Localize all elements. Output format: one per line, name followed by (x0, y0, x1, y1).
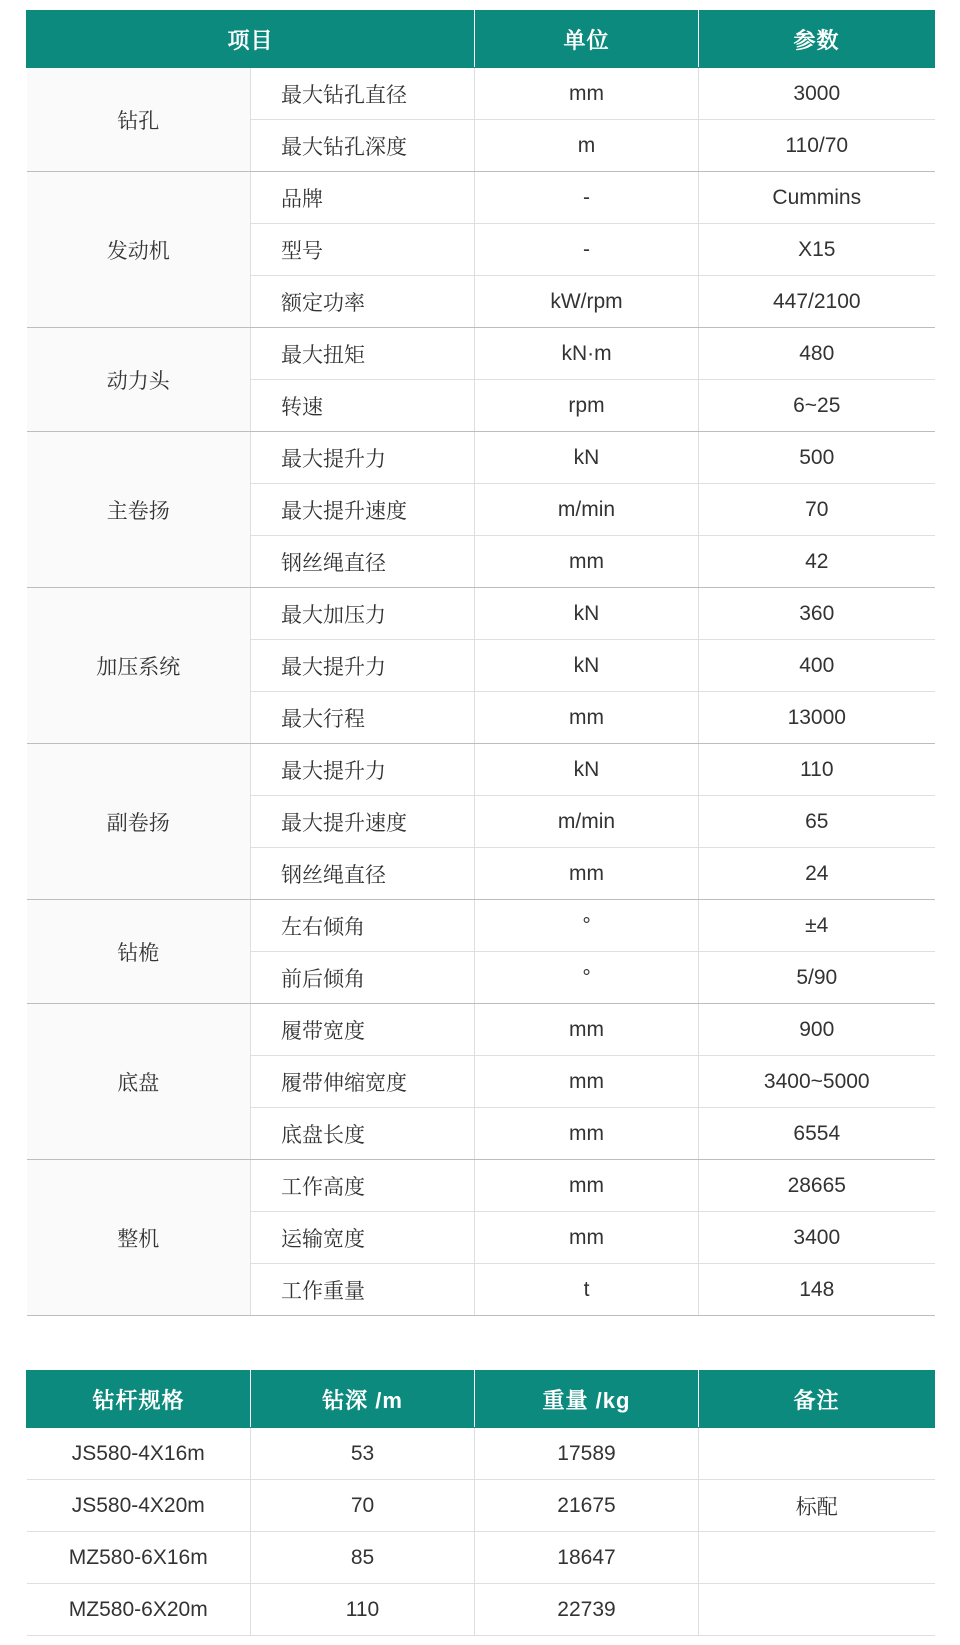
table-row (27, 432, 935, 484)
spec-item-label: 额定功率 (251, 276, 475, 328)
spec-unit-value: ° (475, 900, 699, 952)
spec-item-label: 最大钻孔深度 (251, 120, 475, 172)
spec-unit-value: rpm (475, 380, 699, 432)
rod-depth-value: 70 (251, 1480, 475, 1532)
spec-parameter-value: 28665 (699, 1160, 935, 1212)
table-row (27, 68, 935, 120)
spec-parameter-value: 13000 (699, 692, 935, 744)
spec-sheet-page (0, 10, 960, 1636)
rod-weight-value: 17589 (475, 1428, 699, 1480)
table-row (27, 744, 935, 796)
spec-unit-value: mm (475, 536, 699, 588)
spec-parameter-value: 360 (699, 588, 935, 640)
drill-rod-table-body (27, 1428, 935, 1636)
group-label: 发动机 (27, 172, 251, 328)
group-label: 整机 (27, 1160, 251, 1316)
rod-note-value (699, 1532, 935, 1584)
column-header-unit: 单位 (475, 11, 699, 68)
spec-parameter-value: 900 (699, 1004, 935, 1056)
table-row (27, 1480, 935, 1532)
spec-unit-value: - (475, 224, 699, 276)
table-row (27, 1584, 935, 1636)
group-label: 钻桅 (27, 900, 251, 1004)
spec-item-label: 前后倾角 (251, 952, 475, 1004)
rod-note-value (699, 1428, 935, 1480)
table-row (27, 1004, 935, 1056)
column-header-rod-weight: 重量 /kg (475, 1371, 699, 1428)
table-row (27, 1428, 935, 1480)
table-spacer (0, 1316, 960, 1370)
spec-unit-value: t (475, 1264, 699, 1316)
spec-unit-value: mm (475, 1004, 699, 1056)
rod-spec-value: JS580-4X20m (27, 1480, 251, 1532)
rod-spec-value: JS580-4X16m (27, 1428, 251, 1480)
spec-unit-value: mm (475, 68, 699, 120)
spec-parameter-value: 42 (699, 536, 935, 588)
rod-spec-value: MZ580-6X20m (27, 1584, 251, 1636)
rod-weight-value: 18647 (475, 1532, 699, 1584)
spec-item-label: 型号 (251, 224, 475, 276)
spec-parameter-value: Cummins (699, 172, 935, 224)
spec-item-label: 履带宽度 (251, 1004, 475, 1056)
spec-parameter-value: 110/70 (699, 120, 935, 172)
spec-unit-value: kN (475, 588, 699, 640)
spec-item-label: 最大行程 (251, 692, 475, 744)
group-label: 钻孔 (27, 68, 251, 172)
spec-item-label: 钢丝绳直径 (251, 848, 475, 900)
spec-unit-value: kN (475, 640, 699, 692)
group-label: 底盘 (27, 1004, 251, 1160)
table-header-row (27, 11, 935, 68)
spec-item-label: 底盘长度 (251, 1108, 475, 1160)
table-row (27, 1160, 935, 1212)
rod-note-value (699, 1584, 935, 1636)
spec-item-label: 最大提升力 (251, 640, 475, 692)
spec-item-label: 最大提升力 (251, 744, 475, 796)
spec-item-label: 最大提升速度 (251, 484, 475, 536)
spec-unit-value: m (475, 120, 699, 172)
spec-unit-value: kW/rpm (475, 276, 699, 328)
spec-parameter-value: 5/90 (699, 952, 935, 1004)
spec-item-label: 工作重量 (251, 1264, 475, 1316)
spec-parameter-value: 447/2100 (699, 276, 935, 328)
spec-unit-value: m/min (475, 484, 699, 536)
table-header-row (27, 1371, 935, 1428)
group-label: 主卷扬 (27, 432, 251, 588)
spec-parameter-value: 110 (699, 744, 935, 796)
spec-item-label: 最大扭矩 (251, 328, 475, 380)
spec-parameter-value: 65 (699, 796, 935, 848)
spec-item-label: 工作高度 (251, 1160, 475, 1212)
spec-parameter-value: 70 (699, 484, 935, 536)
spec-parameter-value: 24 (699, 848, 935, 900)
table-row (27, 1532, 935, 1584)
column-header-item: 项目 (27, 11, 475, 68)
spec-parameter-value: 148 (699, 1264, 935, 1316)
spec-item-label: 运输宽度 (251, 1212, 475, 1264)
group-label: 动力头 (27, 328, 251, 432)
spec-unit-value: mm (475, 1160, 699, 1212)
column-header-rod-note: 备注 (699, 1371, 935, 1428)
table-row (27, 172, 935, 224)
spec-item-label: 最大提升力 (251, 432, 475, 484)
spec-unit-value: mm (475, 848, 699, 900)
spec-item-label: 品牌 (251, 172, 475, 224)
rod-weight-value: 21675 (475, 1480, 699, 1532)
rod-weight-value: 22739 (475, 1584, 699, 1636)
spec-unit-value: mm (475, 1108, 699, 1160)
spec-parameter-value: 3000 (699, 68, 935, 120)
spec-unit-value: mm (475, 692, 699, 744)
specifications-table-body (27, 68, 935, 1316)
spec-unit-value: mm (475, 1056, 699, 1108)
specifications-table-head (27, 11, 935, 68)
group-label: 副卷扬 (27, 744, 251, 900)
spec-item-label: 履带伸缩宽度 (251, 1056, 475, 1108)
spec-item-label: 最大提升速度 (251, 796, 475, 848)
spec-parameter-value: 500 (699, 432, 935, 484)
spec-parameter-value: 3400~5000 (699, 1056, 935, 1108)
table-row (27, 900, 935, 952)
spec-parameter-value: 6554 (699, 1108, 935, 1160)
spec-unit-value: kN (475, 432, 699, 484)
column-header-value: 参数 (699, 11, 935, 68)
group-label: 加压系统 (27, 588, 251, 744)
drill-rod-table-head (27, 1371, 935, 1428)
spec-unit-value: kN·m (475, 328, 699, 380)
table-row (27, 588, 935, 640)
spec-parameter-value: 400 (699, 640, 935, 692)
rod-depth-value: 110 (251, 1584, 475, 1636)
spec-parameter-value: 6~25 (699, 380, 935, 432)
column-header-rod-spec: 钻杆规格 (27, 1371, 251, 1428)
spec-item-label: 钢丝绳直径 (251, 536, 475, 588)
spec-unit-value: ° (475, 952, 699, 1004)
spec-unit-value: kN (475, 744, 699, 796)
spec-item-label: 转速 (251, 380, 475, 432)
specifications-table (26, 10, 935, 1316)
spec-parameter-value: 480 (699, 328, 935, 380)
spec-parameter-value: ±4 (699, 900, 935, 952)
rod-depth-value: 85 (251, 1532, 475, 1584)
spec-unit-value: m/min (475, 796, 699, 848)
drill-rod-table (26, 1370, 935, 1636)
rod-depth-value: 53 (251, 1428, 475, 1480)
spec-item-label: 最大钻孔直径 (251, 68, 475, 120)
spec-unit-value: mm (475, 1212, 699, 1264)
spec-item-label: 左右倾角 (251, 900, 475, 952)
spec-parameter-value: X15 (699, 224, 935, 276)
column-header-rod-depth: 钻深 /m (251, 1371, 475, 1428)
spec-parameter-value: 3400 (699, 1212, 935, 1264)
spec-item-label: 最大加压力 (251, 588, 475, 640)
rod-spec-value: MZ580-6X16m (27, 1532, 251, 1584)
rod-note-value: 标配 (699, 1480, 935, 1532)
table-row (27, 328, 935, 380)
spec-unit-value: - (475, 172, 699, 224)
